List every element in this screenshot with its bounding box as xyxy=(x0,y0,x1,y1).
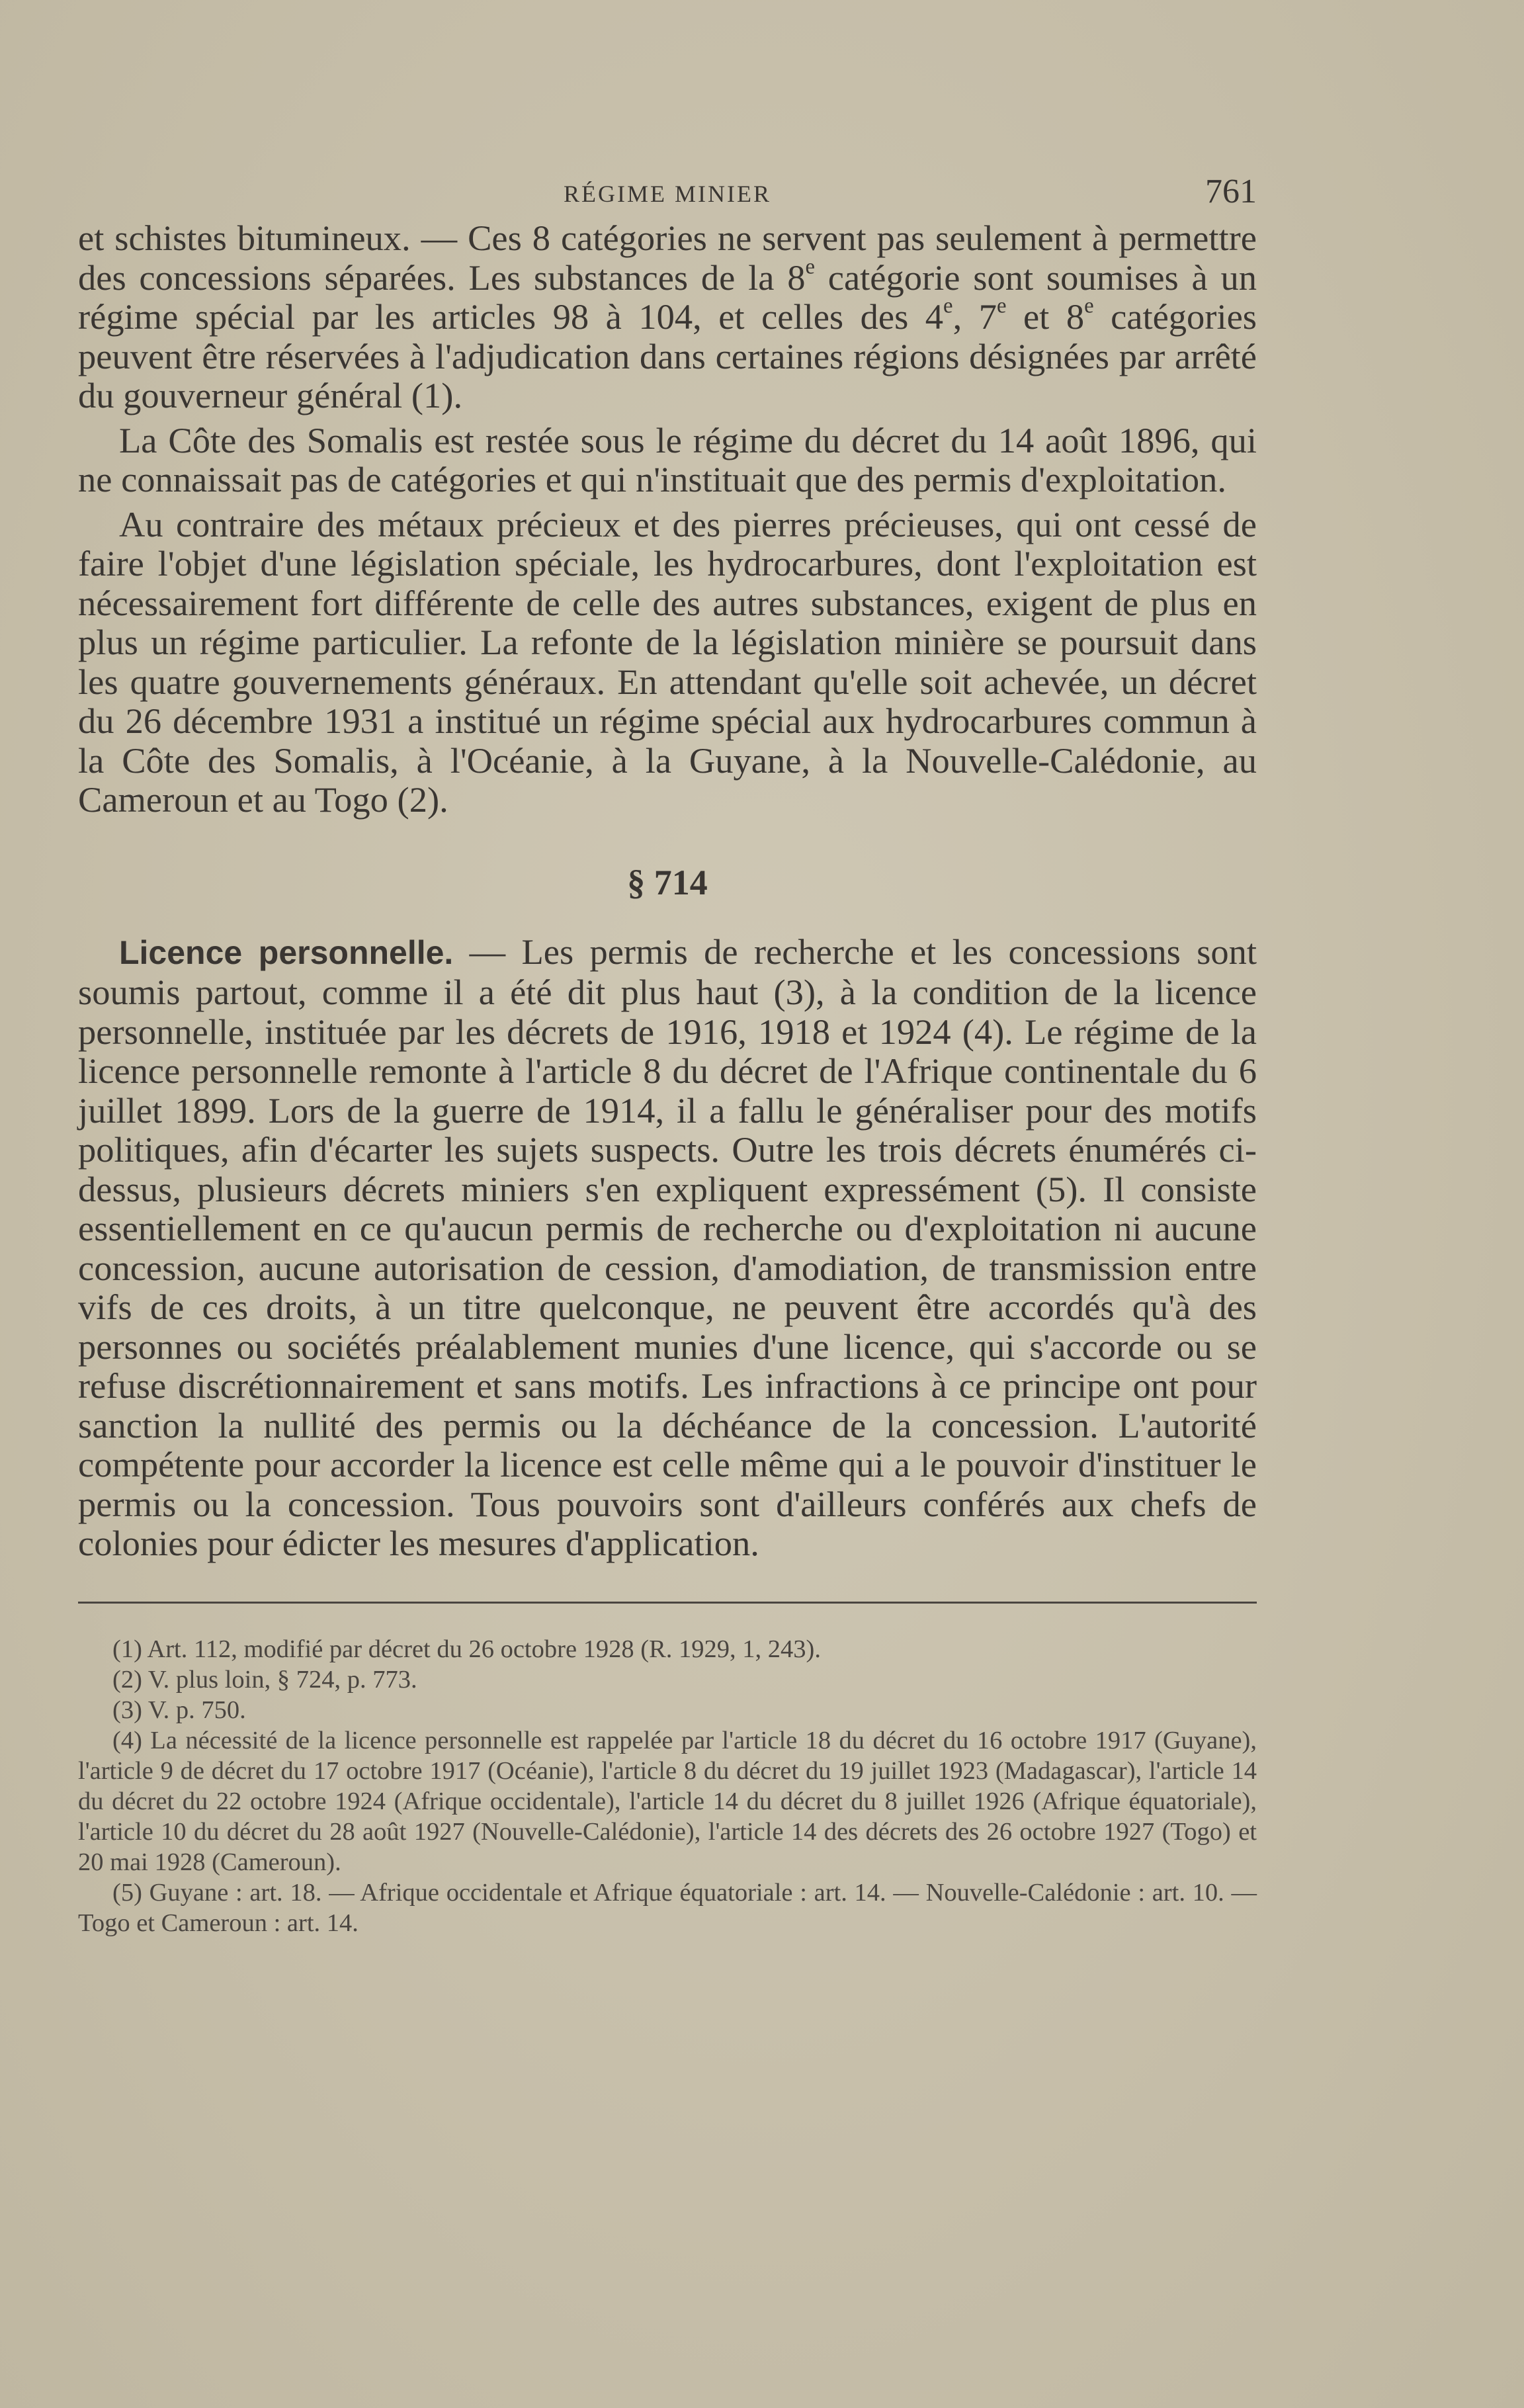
lead-dash: — xyxy=(453,931,522,972)
running-title: RÉGIME MINIER xyxy=(564,181,771,207)
paragraph-text: catégorie sont soumises à un régime spécial par les articles 98 à 104, et celles des 4 xyxy=(78,257,1257,337)
paragraph-text: catégories peuvent être réservées à l'adjudication dans certaines régions désignées par arrêté du gouverneur général (1). xyxy=(78,296,1257,415)
section-lead-title: Licence personnelle. xyxy=(119,933,454,971)
footnote-4: (4) La nécessité de la licence personnelle est rappelée par l'article 18 du décret du 16 octobre 1917 (Guyane), l'article 9 de décret du 17 octobre 1917 (Océanie), l'article 8 du décret du 19 juillet 1923 (Madagascar), l'article 14 du décret du 22 octobre 1924 (Afrique occidentale), l'article 14 du décret du 8 juillet 1926 (Afrique équatoriale), l'article 10 du décret du 28 août 1927 (Nouvelle-Calédonie), l'article 14 des décrets des 26 octobre 1927 (Togo) et 20 mai 1928 (Cameroun). xyxy=(78,1726,1257,1876)
superscript: e xyxy=(943,294,953,318)
paragraph-text: et schistes bitumineux. — Ces 8 catégories ne servent pas seulement à permettre des concessions séparées. Les substances de la 8 xyxy=(78,218,1257,298)
footnote-2: (2) V. plus loin, § 724, p. 773. xyxy=(112,1665,417,1694)
superscript: e xyxy=(1084,294,1094,318)
footnote-5: (5) Guyane : art. 18. — Afrique occidentale et Afrique équatoriale : art. 14. — Nouvelle-Calédonie : art. 10. — Togo et Cameroun : art. 14. xyxy=(78,1878,1257,1937)
paragraph-hydrocarbures: Au contraire des métaux précieux et des pierres précieuses, qui ont cessé de faire l'objet d'une législation spéciale, les hydrocarbures, dont l'exploitation est nécessairement fort différente de celle des autres substances, exigent de plus en plus un régime particulier. La refonte de la législation minière se poursuit dans les quatre gouvernements généraux. En attendant qu'elle soit achevée, un décret du 26 décembre 1931 a institué un régime spécial aux hydrocarbures commun à la Côte des Somalis, à l'Océanie, à la Guyane, à la Nouvelle-Calédonie, au Cameroun et au Togo (2). xyxy=(78,503,1257,820)
superscript: e xyxy=(996,294,1007,318)
paragraph-somalis: La Côte des Somalis est restée sous le régime du décret du 14 août 1896, qui ne connaissait pas de catégories et qui n'instituait que des permis d'exploitation. xyxy=(78,419,1257,499)
footnote-rule xyxy=(78,1602,1257,1604)
page-number: 761 xyxy=(1205,173,1257,210)
running-head xyxy=(78,172,1257,218)
paragraph-text: , 7 xyxy=(952,296,997,337)
paragraph-licence xyxy=(78,932,1257,1563)
body-text xyxy=(78,218,1257,1563)
footnotes xyxy=(78,1634,1257,1938)
paragraph-continuation xyxy=(78,218,1257,415)
paragraph-text: et 8 xyxy=(1006,296,1085,337)
section-text: Les permis de recherche et les concessions sont soumis partout, comme il a été dit plus haut (3), à la condition de la licence personnelle, instituée par les décrets de 1916, 1918 et 1924 (4). Le régime de la licence personnelle remonte à l'article 8 du décret de l'Afrique continentale du 6 juillet 1899. Lors de la guerre de 1914, il a fallu le généraliser pour des motifs politiques, afin d'écarter les sujets suspects. Outre les trois décrets énumérés ci-dessus, plusieurs décrets miniers s'en expliquent expressément (5). Il consiste essentiellement en ce qu'aucun permis de recherche ou d'exploitation ni aucune concession, aucune autorisation de cession, d'amodiation, de transmission entre vifs de ces droits, à un titre quelconque, ne peuvent être accordés qu'à des personnes ou sociétés préalablement munies d'une licence, qui s'accorde ou se refuse discrétionnairement et sans motifs. Les infractions à ce principe ont pour sanction la nullité des permis ou la déchéance de la concession. L'autorité compétente pour accorder la licence est celle même qui a le pouvoir d'instituer le permis ou la concession. Tous pouvoirs sont d'ailleurs conférés aux chefs de colonies pour édicter les mesures d'application. xyxy=(78,931,1257,1563)
book-page xyxy=(78,172,1257,1938)
footnote-1: (1) Art. 112, modifié par décret du 26 octobre 1928 (R. 1929, 1, 243). xyxy=(112,1635,821,1663)
footnote-3: (3) V. p. 750. xyxy=(112,1696,246,1724)
section-number: § 714 xyxy=(627,862,708,902)
superscript: e xyxy=(805,254,815,279)
